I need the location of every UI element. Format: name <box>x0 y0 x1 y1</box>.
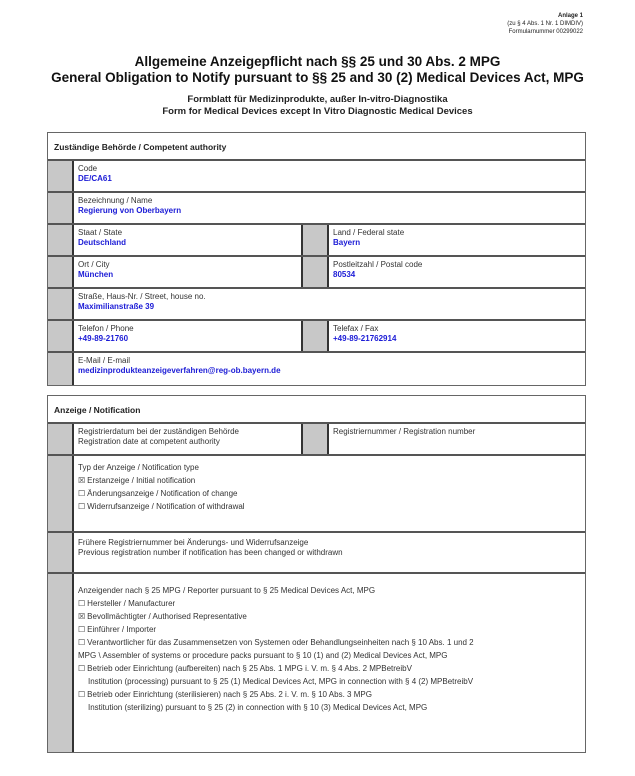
previous-number-row <box>48 533 585 574</box>
page-title <box>0 54 635 86</box>
option-authorised-representative[interactable]: ☒ Bevollmächtigter / Authorised Representative <box>78 612 247 621</box>
checkbox-unchecked-icon[interactable]: ☐ <box>78 599 86 608</box>
field-label: Ort / City <box>78 260 110 269</box>
city-row <box>48 257 585 289</box>
field-label: Staat / State <box>78 228 123 237</box>
row-marker <box>48 424 74 454</box>
checkbox-unchecked-icon[interactable]: ☐ <box>78 638 86 647</box>
competent-authority-section <box>47 132 586 386</box>
checkbox-unchecked-icon[interactable]: ☐ <box>78 502 86 511</box>
subtitle-line-de: Formblatt für Medizinprodukte, außer In-vitro-Diagnostika <box>187 94 448 105</box>
checkbox-unchecked-icon[interactable]: ☐ <box>78 690 86 699</box>
reporter-group <box>74 574 585 752</box>
street-field[interactable] <box>74 289 585 319</box>
row-marker <box>48 574 74 752</box>
option-assembler-continuation: MPG \ Assembler of systems or procedure packs pursuant to § 10 (1) and (2) Medical Devices Act, MPG <box>78 651 448 660</box>
fax-field[interactable] <box>329 321 585 351</box>
field-label: Postleitzahl / Postal code <box>333 260 423 269</box>
code-row <box>48 161 585 193</box>
row-marker <box>48 225 74 255</box>
section-heading: Anzeige / Notification <box>48 396 585 424</box>
code-field[interactable] <box>74 161 585 191</box>
row-marker <box>48 257 74 287</box>
row-marker <box>48 353 74 385</box>
row-marker <box>303 225 329 255</box>
field-label: Registriernummer / Registration number <box>333 427 476 436</box>
phone-field[interactable] <box>74 321 301 351</box>
field-label-en: Previous registration number if notification has been changed or withdrawn <box>78 548 343 557</box>
field-label: Frühere Registriernummer bei Änderungs- und Widerrufsanzeige <box>78 538 309 547</box>
option-processing-institution[interactable]: ☐ Betrieb oder Einrichtung (aufbereiten) nach § 25 Abs. 1 MPG i. V. m. § 4 Abs. 2 MPBetreibV <box>78 664 412 673</box>
postal-code-field[interactable] <box>329 257 585 287</box>
field-label: Telefon / Phone <box>78 324 134 333</box>
previous-number-field[interactable] <box>74 533 585 572</box>
field-value: +49-89-21762914 <box>333 334 397 343</box>
row-marker <box>303 257 329 287</box>
field-label: Registrierdatum bei der zuständigen Behörde <box>78 427 239 436</box>
field-value: 80534 <box>333 270 356 279</box>
state-field[interactable] <box>74 225 301 255</box>
field-value: Bayern <box>333 238 361 247</box>
field-value: DE/CA61 <box>78 174 112 183</box>
title-line-en: General Obligation to Notify pursuant to §§ 25 and 30 (2) Medical Devices Act, MPG <box>51 70 584 85</box>
title-line-de: Allgemeine Anzeigepflicht nach §§ 25 und 30 Abs. 2 MPG <box>134 54 501 69</box>
option-manufacturer[interactable]: ☐ Hersteller / Manufacturer <box>78 599 176 608</box>
field-label: Code <box>78 164 98 173</box>
option-notification-of-withdrawal[interactable]: ☐ Widerrufsanzeige / Notification of withdrawal <box>78 502 245 511</box>
group-label: Anzeigender nach § 25 MPG / Reporter pursuant to § 25 Medical Devices Act, MPG <box>78 586 376 595</box>
row-marker <box>303 424 329 454</box>
registration-date-field[interactable] <box>74 424 301 454</box>
checkbox-unchecked-icon[interactable]: ☐ <box>78 625 86 634</box>
group-label: Typ der Anzeige / Notification type <box>78 463 199 472</box>
option-initial-notification[interactable]: ☒ Erstanzeige / Initial notification <box>78 476 196 485</box>
phone-row <box>48 321 585 353</box>
field-label: Straße, Haus-Nr. / Street, house no. <box>78 292 206 301</box>
field-label-en: Registration date at competent authority <box>78 437 220 446</box>
notification-type-group <box>74 456 585 531</box>
option-assembler[interactable]: ☐ Verantwortlicher für das Zusammensetzen von Systemen oder Behandlungseinheiten nach § 10 Abs. 1 und 2 <box>78 638 474 647</box>
email-row <box>48 353 585 385</box>
field-label: Telefax / Fax <box>333 324 379 333</box>
row-marker <box>48 321 74 351</box>
form-number: Formularnummer 00299022 <box>508 29 583 35</box>
checkbox-checked-icon[interactable]: ☒ <box>78 612 86 621</box>
annex-label: Anlage 1 <box>557 13 583 19</box>
reporter-row <box>48 574 585 752</box>
option-sterilizing-institution[interactable]: ☐ Betrieb oder Einrichtung (sterilisieren) nach § 25 Abs. 2 i. V. m. § 10 Abs. 3 MPG <box>78 690 372 699</box>
page-subtitle <box>0 94 635 118</box>
annex-reference: (zu § 4 Abs. 1 Nr. 1 DIMDIV) <box>507 21 583 27</box>
notification-section <box>47 395 586 753</box>
field-label: Land / Federal state <box>333 228 405 237</box>
field-value: Regierung von Oberbayern <box>78 206 182 215</box>
field-value: +49-89-21760 <box>78 334 129 343</box>
email-field[interactable] <box>74 353 585 385</box>
field-value: medizinprodukteanzeigeverfahren@reg-ob.bayern.de <box>78 366 281 375</box>
option-notification-of-change[interactable]: ☐ Änderungsanzeige / Notification of change <box>78 489 238 498</box>
field-value: Maximilianstraße 39 <box>78 302 155 311</box>
registration-row <box>48 424 585 456</box>
field-label: Bezeichnung / Name <box>78 196 153 205</box>
notification-type-row <box>48 456 585 533</box>
city-field[interactable] <box>74 257 301 287</box>
subtitle-line-en: Form for Medical Devices except In Vitro Diagnostic Medical Devices <box>162 106 473 117</box>
registration-number-field[interactable] <box>329 424 585 454</box>
field-value: Deutschland <box>78 238 127 247</box>
option-sterilizing-continuation: Institution (sterilizing) pursuant to § 25 (2) in connection with § 10 (3) Medical Devices Act, MPG <box>88 703 428 712</box>
name-field[interactable] <box>74 193 585 223</box>
section-heading: Zuständige Behörde / Competent authority <box>48 133 585 161</box>
row-marker <box>48 193 74 223</box>
row-marker <box>48 289 74 319</box>
checkbox-unchecked-icon[interactable]: ☐ <box>78 664 86 673</box>
checkbox-unchecked-icon[interactable]: ☐ <box>78 489 86 498</box>
state-row <box>48 225 585 257</box>
name-row <box>48 193 585 225</box>
row-marker <box>48 533 74 572</box>
option-importer[interactable]: ☐ Einführer / Importer <box>78 625 157 634</box>
option-processing-continuation: Institution (processing) pursuant to § 25 (1) Medical Devices Act, MPG in connection with § 4 (2) MPBetreibV <box>88 677 474 686</box>
federal-state-field[interactable] <box>329 225 585 255</box>
row-marker <box>48 161 74 191</box>
street-row <box>48 289 585 321</box>
row-marker <box>303 321 329 351</box>
field-label: E-Mail / E-mail <box>78 356 131 365</box>
annex-header <box>507 12 583 36</box>
row-marker <box>48 456 74 531</box>
checkbox-checked-icon[interactable]: ☒ <box>78 476 86 485</box>
field-value: München <box>78 270 114 279</box>
